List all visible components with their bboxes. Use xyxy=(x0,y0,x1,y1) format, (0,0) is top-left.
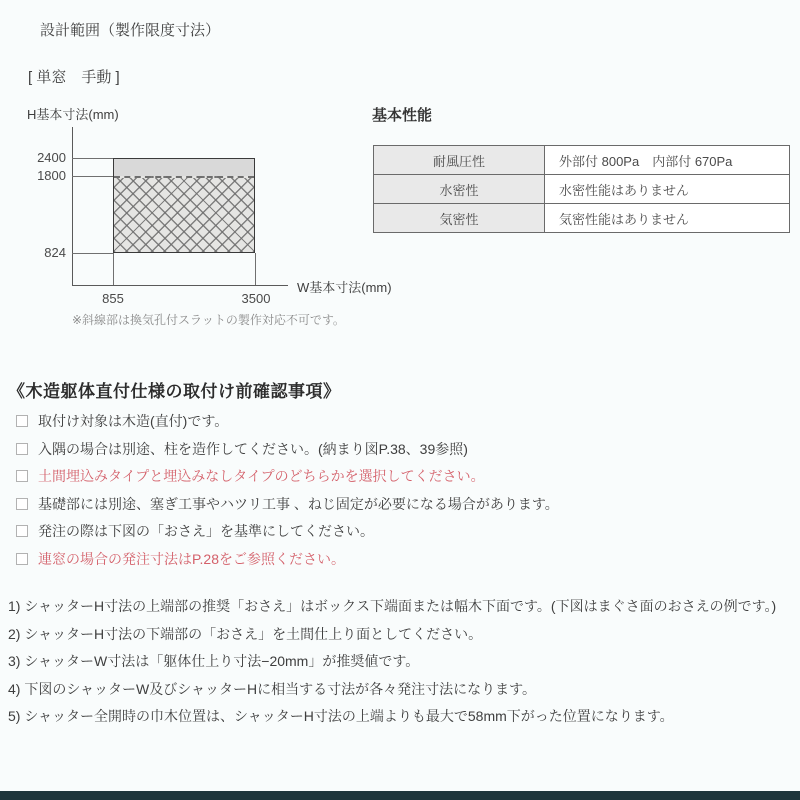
manufacturing-range-area xyxy=(113,158,255,253)
perf-value-water: 水密性能はありません xyxy=(545,175,790,204)
list-item xyxy=(16,412,559,430)
crosshatch-no-vent-slat-area xyxy=(114,176,254,252)
perf-value-air: 気密性能はありません xyxy=(545,204,790,233)
x-tick-855: 855 xyxy=(102,291,124,306)
checkbox-icon xyxy=(16,443,28,455)
gridline-2400 xyxy=(72,158,113,159)
table-row xyxy=(374,204,790,233)
x-tick-3500: 3500 xyxy=(241,291,271,306)
chart-note: ※斜線部は換気孔付スラットの製作対応不可です。 xyxy=(72,313,345,327)
checkbox-icon xyxy=(16,470,28,482)
x-axis-line xyxy=(72,285,288,286)
list-item xyxy=(16,440,559,458)
performance-heading: 基本性能 xyxy=(372,107,433,124)
checklist-item-text: 土間埋込みタイプと埋込みなしタイプのどちらかを選択してください。 xyxy=(38,468,485,484)
perf-label-air: 気密性 xyxy=(374,204,545,233)
y-tick-2400: 2400 xyxy=(37,150,66,165)
checklist-item-text: 入隅の場合は別途、柱を造作してください。(納まり図P.38、39参照) xyxy=(38,440,468,457)
checkbox-icon xyxy=(16,498,28,510)
table-row xyxy=(374,175,790,204)
list-item xyxy=(16,495,559,513)
y-tick-824: 824 xyxy=(44,245,66,260)
list-item xyxy=(16,522,559,540)
list-item xyxy=(16,467,559,485)
checkbox-icon xyxy=(16,415,28,427)
checkbox-icon xyxy=(16,553,28,565)
list-item xyxy=(16,550,559,568)
checklist-heading: 《木造躯体直付仕様の取付け前確認事項》 xyxy=(8,382,341,401)
checklist-item-text: 基礎部には別途、塞ぎ工事やハツリ工事 、ねじ固定が必要になる場合があります。 xyxy=(38,495,559,512)
numbered-notes xyxy=(8,596,776,724)
performance-table xyxy=(373,145,790,233)
gridline-1800 xyxy=(72,176,113,177)
checklist xyxy=(16,412,559,568)
page-subtitle: [ 単窓 手動 ] xyxy=(28,69,120,86)
list-item: 5) シャッター全開時の巾木位置は、シャッターH寸法の上端よりも最大で58mm下がった位置になります。 xyxy=(8,708,674,724)
table-row xyxy=(374,146,790,175)
perf-value-wind: 外部付 800Pa 内部付 670Pa xyxy=(545,146,790,175)
y-tick-1800: 1800 xyxy=(37,168,66,183)
list-item: 1) シャッターH寸法の上端部の推奨「おさえ」はボックス下端面または幅木下面です。(下図はまぐさ面のおさえの例です。) xyxy=(8,598,777,614)
y-axis-line xyxy=(72,127,73,286)
perf-label-water: 水密性 xyxy=(374,175,545,204)
dropline-3500 xyxy=(255,253,256,285)
gridline-824 xyxy=(72,253,113,254)
chart-x-axis-label: W基本寸法(mm) xyxy=(297,280,392,295)
perf-label-wind: 耐風圧性 xyxy=(374,146,545,175)
chart-y-axis-label: H基本寸法(mm) xyxy=(27,107,119,122)
checklist-item-text: 取付け対象は木造(直付)です。 xyxy=(38,413,229,429)
list-item: 4) 下図のシャッターW及びシャッターHに相当する寸法が各々発注寸法になります。 xyxy=(8,680,536,697)
checklist-item-text: 発注の際は下図の「おさえ」を基準にしてください。 xyxy=(38,523,374,539)
checkbox-icon xyxy=(16,525,28,537)
footer-bar xyxy=(0,791,800,800)
list-item: 3) シャッターW寸法は「躯体仕上り寸法−20mm」が推奨値です。 xyxy=(8,653,420,669)
dropline-855 xyxy=(113,253,114,285)
checklist-item-text: 連窓の場合の発注寸法はP.28をご参照ください。 xyxy=(38,550,345,567)
list-item: 2) シャッターH寸法の下端部の「おさえ」を土間仕上り面としてください。 xyxy=(8,625,483,642)
page-title: 設計範囲（製作限度寸法） xyxy=(40,22,221,39)
